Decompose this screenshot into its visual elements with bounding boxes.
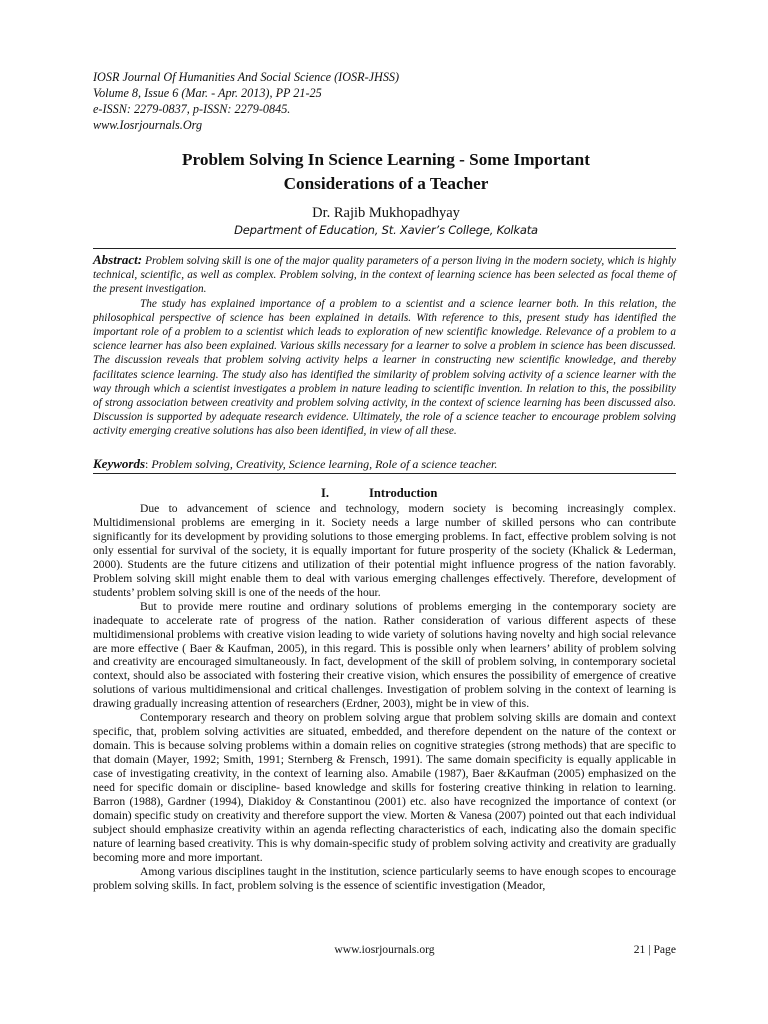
abstract (93, 253, 676, 439)
journal-website: www.Iosrjournals.Org (93, 118, 203, 132)
keywords-colon: : (145, 457, 149, 471)
page-number: 21 | Page (633, 943, 676, 956)
keywords-bottom-rule (93, 473, 676, 474)
section-number: I. (321, 486, 330, 500)
abstract-label: Abstract: (93, 252, 143, 267)
journal-name: IOSR Journal Of Humanities And Social Science (IOSR-JHSS) (93, 70, 400, 84)
paper-title-line-1: Problem Solving In Science Learning - Some Important (182, 150, 590, 169)
keywords-text: Problem solving, Creativity, Science learning, Role of a science teacher. (151, 457, 498, 471)
paper-title (80, 148, 692, 196)
section-title: Introduction (369, 486, 438, 500)
abstract-text-1: Problem solving skill is one of the major quality parameters of a person living in the modern society, which is highly technical, scientific, as well as complex. Problem solving, in the context of learning science has been selected as focal theme of the present investigation. (93, 255, 676, 296)
introduction-body (93, 502, 676, 893)
keywords (93, 456, 676, 472)
keywords-label: Keywords (93, 456, 145, 471)
body-paragraph: Due to advancement of science and technology, modern society is becoming increasingly complex. Multidimensional problems are emerging in it. Society needs a large number of skilled persons who can contribute significantly for its development by providing solutions to those emerging problems. In fact, effective problem solving is not only essential for survival of the society, it is equally important for future prosperity of the society (Khalick & Lederman, 2000). Students are the future citizens and utilization of their potential might influence progress of the nation favorably. Problem solving skill might enable them to deal with various emerging challenges effectively. Therefore, development of students’ problem solving skill is one of the needs of the hour. (93, 502, 676, 599)
paper-title-line-2: Considerations of a Teacher (283, 174, 489, 193)
abstract-paragraph-1 (93, 253, 676, 297)
journal-header (93, 69, 399, 133)
abstract-top-rule (93, 248, 676, 249)
footer-website: www.iosrjournals.org (334, 943, 435, 956)
author-name: Dr. Rajib Mukhopadhyay (312, 205, 460, 221)
journal-volume: Volume 8, Issue 6 (Mar. - Apr. 2013), PP 21-25 (93, 86, 322, 100)
journal-issn: e-ISSN: 2279-0837, p-ISSN: 2279-0845. (93, 102, 291, 116)
body-paragraph: Among various disciplines taught in the institution, science particularly seems to have enough scopes to encourage problem solving skills. In fact, problem solving is the essence of scientific investigation (Meador, (93, 864, 676, 892)
author-affiliation: Department of Education, St. Xavier’s College, Kolkata (234, 223, 538, 237)
body-paragraph: But to provide mere routine and ordinary solutions of problems emerging in the contemporary society are inadequate to accelerate rate of progress of the nation. Rather consideration of various different aspects of these multidimensional problems with creative vision leading to wide variety of solutions having novelty and high social relevance are more effective ( Baer & Kaufman, 2005), in this regard. This is possible only when learners’ ability of problem solving and creativity are encouraged simultaneously. In fact, development of the skill of problem solving, in contemporary societal context, should also be associated with fostering their creative vision, which ensures the possibility of emergence of creative solutions of various multidimensional and critical challenges. Investigation of problem solving in the context of learning is drawing gradually increasing attention of researchers (Erdner, 2003), might be in view of this. (93, 599, 676, 711)
abstract-paragraph-2: The study has explained importance of a problem to a scientist and a science learner both. In this relation, the philosophical perspective of science has been explained in details. With reference to this, present study has identified the important role of a problem to a scientist which leads to exploration of new scientific knowledge. Relevance of a problem to a science learner has also been explained. Various skills necessary for a learner to solve a problem in science has been discussed. The discussion reveals that problem solving activity helps a learner in constructing new scientific knowledge, and thereby facilitates science learning. The study also has identified the similarity of problem solving activity of a science learner with the way through which a scientist investigates a problem in nature leading to scientific invention. In relation to this, the possibility of strong association between creativity and problem solving activity, in the context of science learning has been discussed also. Discussion is supported by adequate research evidence. Ultimately, the role of a science teacher to encourage problem solving activity emerging creative solutions has also been identified, in view of all these. (93, 297, 676, 438)
body-paragraph: Contemporary research and theory on problem solving argue that problem solving skills are domain and context specific, that, problem solving activities are situated, embedded, and therefore dependent on the nature of the context or domain. This is because solving problems within a domain relies on cognitive strategies (strong methods) that are specific to that domain (Mayer, 1992; Smith, 1991; Sternberg & Frensch, 1991). The same domain specificity is equally applicable in case of investigating creativity, in the context of learning also. Amabile (1987), Baer &Kaufman (2005) emphasized on the need for specific domain or discipline- based knowledge and skills for fostering creative thinking in relation to learning. Barron (1988), Gardner (1994), Diakidoy & Constantinou (2001) etc. also have recognized the importance of context (or domain) specific study on creativity and therefore support the view. Morten & Vanesa (2007) pointed out that each individual subject should emphasize creativity within an agenda reflecting characteristics of each, indicating also the domain specific nature of learning based creativity. This is why domain-specific study of problem solving activity and creativity are gradually becoming more and more important. (93, 711, 676, 864)
